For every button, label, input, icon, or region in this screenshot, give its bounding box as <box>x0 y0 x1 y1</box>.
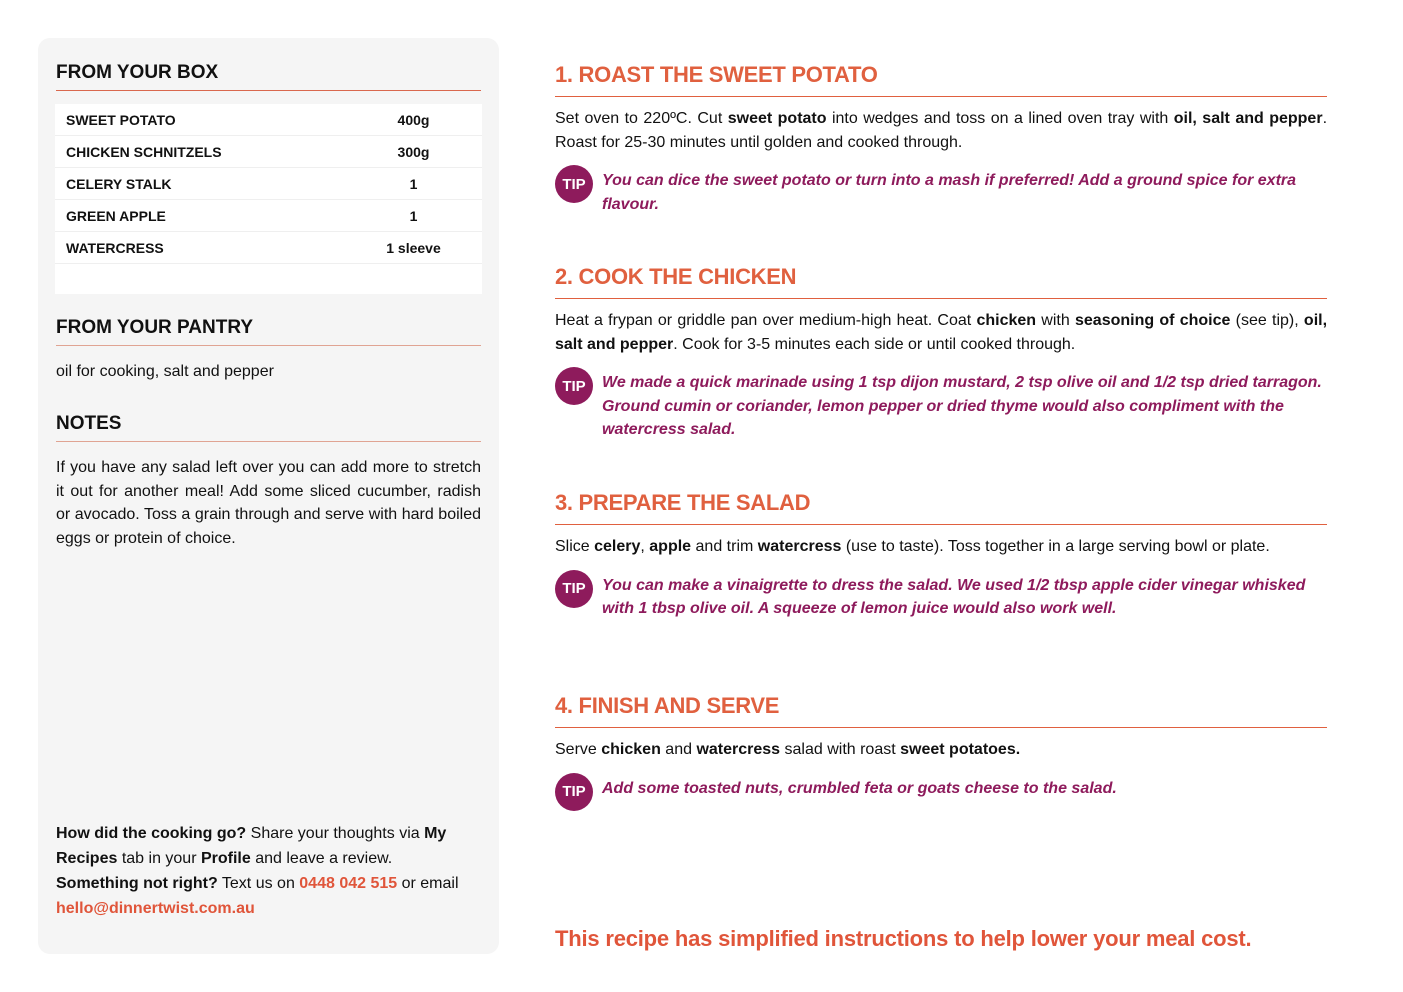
from-your-pantry-heading: FROM YOUR PANTRY <box>56 317 481 346</box>
phone-link[interactable]: 0448 042 515 <box>299 875 398 892</box>
step-title: 2. COOK THE CHICKEN <box>555 264 1327 299</box>
ingredient-emphasis: seasoning of choice <box>1075 312 1231 329</box>
feedback-text-part: tab in your <box>117 850 201 867</box>
tip <box>555 371 1327 442</box>
ingredient-qty: 300g <box>397 143 430 160</box>
tip-badge-icon: TIP <box>555 773 593 811</box>
step-body: Slice celery, apple and trim watercress (use to taste). Toss together in a large serving bowl or plate. <box>555 538 1270 555</box>
step-1 <box>555 62 1327 216</box>
table-row <box>55 232 482 264</box>
ingredients-table <box>55 104 482 294</box>
tip-text: You can make a vinaigrette to dress the salad. We used 1/2 tbsp apple cider vinegar whisked with 1 tbsp olive oil. A squeeze of lemon juice would also work well. <box>602 576 1306 617</box>
profile-label: Profile <box>200 850 251 867</box>
tip-badge-icon: TIP <box>555 165 593 203</box>
support-text-part: Text us on <box>217 875 300 892</box>
simplified-instructions-note: This recipe has simplified instructions to help lower your meal cost. <box>555 926 1252 951</box>
table-row <box>55 168 482 200</box>
step-body: Serve chicken and watercress salad with roast sweet potatoes. <box>555 741 1021 758</box>
tip <box>555 169 1327 216</box>
sidebar-panel <box>38 38 499 954</box>
tip-text: We made a quick marinade using 1 tsp dijon mustard, 2 tsp olive oil and 1/2 tsp dried tarragon. Ground cumin or coriander, lemon pepper or dried thyme would also compliment with the watercress salad. <box>602 374 1322 438</box>
ingredient-emphasis: celery <box>594 538 641 555</box>
step-body: Set oven to 220ºC. Cut sweet potato into wedges and toss on a lined oven tray with oil, salt and pepper. Roast for 25-30 minutes until golden and cooked through. <box>555 110 1328 151</box>
my-recipes-label: My Recipes <box>56 825 447 867</box>
ingredient-name: GREEN APPLE <box>66 207 166 224</box>
email-link[interactable]: hello@dinnertwist.com.au <box>56 900 255 917</box>
feedback-text-part: and leave a review. <box>250 850 393 867</box>
step-3 <box>555 490 1327 621</box>
ingredient-name: CELERY STALK <box>66 175 172 192</box>
tip-text: You can dice the sweet potato or turn into a mash if preferred! Add a ground spice for extra flavour. <box>602 172 1297 213</box>
ingredient-emphasis: chicken <box>976 312 1037 329</box>
feedback-text-part: Share your thoughts via <box>246 825 425 842</box>
ingredient-emphasis: chicken <box>601 741 661 758</box>
ingredient-emphasis: oil, salt and pepper <box>555 312 1328 353</box>
ingredient-emphasis: watercress <box>696 741 781 758</box>
support-text-part: or email <box>397 875 459 892</box>
step-body: Heat a frypan or griddle pan over medium-high heat. Coat chicken with seasoning of choice (see tip), oil, salt and pepper. Cook for 3-5 minutes each side or until cooked through. <box>555 312 1328 353</box>
ingredient-name: SWEET POTATO <box>66 111 176 128</box>
table-row <box>55 104 482 136</box>
tip-badge-icon: TIP <box>555 570 593 608</box>
tip <box>555 777 1327 811</box>
ingredient-emphasis: sweet potatoes. <box>900 741 1021 758</box>
notes-text: If you have any salad left over you can add more to stretch it out for another meal! Add some sliced cucumber, radish or avocado. Toss a grain through and serve with hard boiled eggs or protein of choice. <box>56 459 481 547</box>
support-question: Something not right? <box>56 875 218 892</box>
tip-badge-icon: TIP <box>555 367 593 405</box>
from-your-box-heading: FROM YOUR BOX <box>56 62 481 91</box>
ingredient-name: WATERCRESS <box>66 239 164 256</box>
tip <box>555 574 1327 621</box>
ingredient-qty: 1 <box>409 207 418 224</box>
ingredient-name: CHICKEN SCHNITZELS <box>66 143 222 160</box>
step-title: 3. PREPARE THE SALAD <box>555 490 1327 525</box>
step-2 <box>555 264 1327 442</box>
ingredient-emphasis: watercress <box>757 538 842 555</box>
notes-heading: NOTES <box>56 413 481 442</box>
table-row <box>55 200 482 232</box>
table-row <box>55 136 482 168</box>
ingredient-qty: 1 sleeve <box>386 239 441 256</box>
feedback-question: How did the cooking go? <box>56 825 247 842</box>
pantry-text: oil for cooking, salt and pepper <box>56 363 274 380</box>
ingredient-emphasis: apple <box>649 538 692 555</box>
tip-text: Add some toasted nuts, crumbled feta or goats cheese to the salad. <box>602 779 1117 797</box>
ingredient-qty: 1 <box>409 175 418 192</box>
ingredient-emphasis: oil, salt and pepper <box>1173 110 1323 127</box>
ingredient-emphasis: sweet potato <box>727 110 827 127</box>
step-4 <box>555 693 1327 811</box>
step-title: 4. FINISH AND SERVE <box>555 693 1327 728</box>
ingredient-qty: 400g <box>397 111 430 128</box>
step-title: 1. ROAST THE SWEET POTATO <box>555 62 1327 97</box>
feedback-text <box>56 821 475 921</box>
